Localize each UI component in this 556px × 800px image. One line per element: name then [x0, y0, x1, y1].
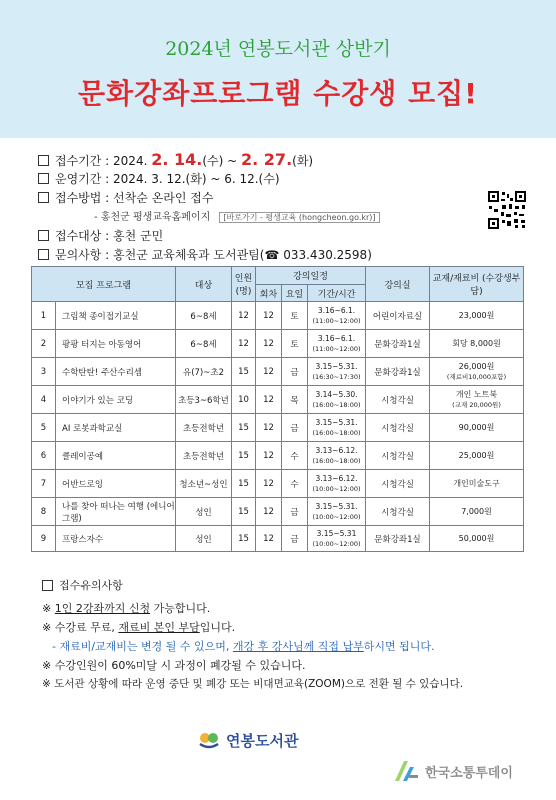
- row-fee: [430, 470, 524, 498]
- row-room: 시청각실: [366, 498, 430, 526]
- table-row: [32, 358, 524, 386]
- row-period: [308, 498, 366, 526]
- header-period: 기간/시간: [308, 285, 366, 302]
- row-program: 어반드로잉: [56, 470, 176, 498]
- row-time: (11:00~12:00): [312, 344, 361, 353]
- row-number: 2: [32, 330, 56, 358]
- table-row: [32, 470, 524, 498]
- row-number: 6: [32, 442, 56, 470]
- row-sessions: 12: [256, 442, 282, 470]
- row-period: [308, 470, 366, 498]
- row-target: 초등전학년: [176, 414, 232, 442]
- row-capacity: 12: [232, 302, 256, 330]
- row-sessions: 12: [256, 358, 282, 386]
- row-day: 토: [282, 330, 308, 358]
- row-sessions: 12: [256, 330, 282, 358]
- row-period: [308, 414, 366, 442]
- header-sessions: 회차: [256, 285, 282, 302]
- row-target: 유(7)~초2: [176, 358, 232, 386]
- row-program: 이야기가 있는 코딩: [56, 386, 176, 414]
- row-date: 3.16~6.1.: [317, 333, 356, 343]
- row-number: 3: [32, 358, 56, 386]
- news-watermark: [393, 756, 513, 786]
- library-logo: [198, 728, 358, 752]
- table-row: [32, 414, 524, 442]
- row-fee-value: 개인 노트북: [455, 389, 498, 399]
- row-time: (16:00~18:00): [312, 428, 361, 437]
- row-time: (16:00~18:00): [312, 400, 361, 409]
- row-target: 청소년~성인: [176, 470, 232, 498]
- news-watermark-text: 한국소통투데이: [425, 765, 513, 781]
- row-time: (10:00~12:00): [312, 484, 361, 493]
- row-program: AI 로봇과학교실: [56, 414, 176, 442]
- notice-item: ※ 수강인원이 60%미달 시 과정이 폐강될 수 있습니다.: [42, 659, 306, 672]
- row-day: 수: [282, 442, 308, 470]
- row-period: [308, 526, 366, 552]
- row-time: (16:30~17:30): [312, 372, 361, 381]
- row-target: 초등전학년: [176, 442, 232, 470]
- row-date: 3.16~6.1.: [317, 305, 356, 315]
- row-day: 금: [282, 526, 308, 552]
- checkbox-icon: [38, 155, 49, 166]
- row-number: 1: [32, 302, 56, 330]
- row-capacity: 15: [232, 442, 256, 470]
- info-section: [38, 150, 538, 266]
- row-period: [308, 302, 366, 330]
- row-room: 시청각실: [366, 470, 430, 498]
- table-row: [32, 442, 524, 470]
- info-contact: 문의사항 : 홍천군 교육체육과 도서관팀(☎ 033.430.2598): [38, 246, 538, 266]
- row-date: 3.15~5.31.: [315, 501, 358, 511]
- info-operation: 운영기간 : 2024. 3. 12.(화) ~ 6. 12.(수): [38, 170, 538, 190]
- row-room: 시청각실: [366, 414, 430, 442]
- notice-item: - 재료비/교재비는 변경 될 수 있으며, 개강 후 강사님께 직접 납부하시면 됩니다.: [52, 640, 435, 653]
- row-time: (10:00~12:00): [312, 539, 361, 548]
- row-date: 3.13~6.12.: [315, 473, 358, 483]
- header-banner: [0, 0, 556, 138]
- row-room: 문화강좌1실: [366, 330, 430, 358]
- row-number: 9: [32, 526, 56, 552]
- row-sessions: 12: [256, 526, 282, 552]
- row-capacity: 15: [232, 358, 256, 386]
- program-table: [31, 266, 524, 552]
- row-date: 3.14~5.30.: [315, 389, 358, 399]
- row-capacity: 15: [232, 470, 256, 498]
- row-target: 6~8세: [176, 302, 232, 330]
- qr-code-icon[interactable]: [487, 190, 527, 230]
- header-fee: 교재/재료비 (수강생부담): [430, 267, 524, 302]
- row-time: (16:00~18:00): [312, 456, 361, 465]
- row-room: 시청각실: [366, 386, 430, 414]
- row-number: 8: [32, 498, 56, 526]
- row-date: 3.15~5.31.: [315, 361, 358, 371]
- header-schedule: 강의일정: [256, 267, 366, 285]
- header-target: 대상: [176, 267, 232, 302]
- row-fee-value: 개인미술도구: [453, 478, 500, 488]
- table-row: [32, 302, 524, 330]
- table-row: [32, 498, 524, 526]
- row-target: 성인: [176, 526, 232, 552]
- row-sessions: 12: [256, 498, 282, 526]
- row-room: 문화강좌1실: [366, 358, 430, 386]
- row-date: 3.13~6.12.: [315, 445, 358, 455]
- row-date: 3.15~5.31.: [315, 417, 358, 427]
- notice-item: ※ 수강료 무료, 재료비 본인 부담입니다.: [42, 621, 236, 634]
- row-period: [308, 442, 366, 470]
- row-fee-value: 25,000원: [458, 450, 495, 460]
- row-sessions: 12: [256, 414, 282, 442]
- row-time: (10:00~12:00): [312, 512, 361, 521]
- row-program: 팡팡 터지는 아동영어: [56, 330, 176, 358]
- row-program: 나를 찾아 떠나는 여행 (에니어그램): [56, 498, 176, 526]
- row-fee-value: 7,000원: [461, 506, 492, 516]
- row-time: (11:00~12:00): [312, 316, 361, 325]
- table-row: [32, 330, 524, 358]
- row-sessions: 12: [256, 386, 282, 414]
- notice-title-row: 접수유의사항: [42, 573, 542, 599]
- row-target: 초등3~6학년: [176, 386, 232, 414]
- row-number: 7: [32, 470, 56, 498]
- info-target: 접수대상 : 홍천 군민: [38, 227, 538, 247]
- row-fee: [430, 302, 524, 330]
- row-fee: [430, 414, 524, 442]
- row-target: 성인: [176, 498, 232, 526]
- row-target: 6~8세: [176, 330, 232, 358]
- checkbox-icon: [38, 230, 49, 241]
- row-fee: [430, 386, 524, 414]
- checkbox-icon: [38, 249, 49, 260]
- notice-section: [42, 573, 542, 694]
- poster-subtitle: 2024년 연봉도서관 상반기: [165, 38, 391, 60]
- row-fee: [430, 526, 524, 552]
- row-day: 목: [282, 386, 308, 414]
- info-method-sub: - 홍천군 평생교육홈페이지 [바로가기 - 평생교육 (hongcheon.go.kr)]: [38, 209, 538, 227]
- row-capacity: 15: [232, 526, 256, 552]
- table-row: [32, 386, 524, 414]
- row-fee-note: (재료비10,000포함): [446, 372, 507, 381]
- library-logo-icon: [198, 730, 220, 750]
- row-program: 수학탄탄! 주산수리셈: [56, 358, 176, 386]
- row-fee-value: 26,000원: [458, 361, 495, 371]
- row-fee: [430, 330, 524, 358]
- poster-title: 문화강좌프로그램 수강생 모집!: [78, 77, 478, 110]
- row-fee: [430, 442, 524, 470]
- row-room: 문화강좌1실: [366, 526, 430, 552]
- info-method: 접수방법 : 선착순 온라인 접수: [38, 189, 538, 209]
- header-day: 요일: [282, 285, 308, 302]
- header-capacity: 인원 (명): [232, 267, 256, 302]
- row-sessions: 12: [256, 302, 282, 330]
- row-fee: [430, 498, 524, 526]
- row-program: 그림책 종이접기교실: [56, 302, 176, 330]
- row-fee-value: 회당 8,000원: [452, 338, 501, 348]
- row-fee-value: 90,000원: [458, 422, 495, 432]
- library-logo-text: 연봉도서관: [226, 731, 299, 750]
- row-capacity: 10: [232, 386, 256, 414]
- row-fee-value: 50,000원: [458, 533, 495, 543]
- checkbox-icon: [38, 192, 49, 203]
- row-number: 4: [32, 386, 56, 414]
- checkbox-icon: [38, 173, 49, 184]
- row-day: 금: [282, 358, 308, 386]
- row-period: [308, 358, 366, 386]
- row-room: 어린이자료실: [366, 302, 430, 330]
- row-fee: [430, 358, 524, 386]
- row-fee-note: (교재 20,000원): [452, 400, 501, 409]
- row-sessions: 12: [256, 470, 282, 498]
- table-row: [32, 526, 524, 552]
- row-date: 3.15~5.31: [316, 528, 357, 538]
- row-room: 시청각실: [366, 442, 430, 470]
- row-capacity: 15: [232, 498, 256, 526]
- row-period: [308, 330, 366, 358]
- row-day: 수: [282, 470, 308, 498]
- row-capacity: 12: [232, 330, 256, 358]
- notice-item: ※ 1인 2강좌까지 신청 가능합니다.: [42, 602, 211, 615]
- row-number: 5: [32, 414, 56, 442]
- row-program: 프랑스자수: [56, 526, 176, 552]
- row-capacity: 15: [232, 414, 256, 442]
- row-day: 토: [282, 302, 308, 330]
- checkbox-icon: [42, 580, 53, 591]
- header-room: 강의실: [366, 267, 430, 302]
- row-day: 금: [282, 414, 308, 442]
- header-program: 모집 프로그램: [32, 267, 176, 302]
- info-period: 접수기간 : 2024. 2. 14.(수) ~ 2. 27.(화): [38, 150, 538, 170]
- homepage-link[interactable]: [바로가기 - 평생교육 (hongcheon.go.kr)]: [219, 212, 379, 223]
- row-period: [308, 386, 366, 414]
- row-fee-value: 23,000원: [458, 310, 495, 320]
- notice-item: ※ 도서관 상황에 따라 운영 중단 및 폐강 또는 비대면교육(ZOOM)으로 전환 될 수 있습니다.: [42, 678, 464, 690]
- news-logo-icon: [393, 759, 419, 783]
- row-program: 클레이공예: [56, 442, 176, 470]
- row-day: 금: [282, 498, 308, 526]
